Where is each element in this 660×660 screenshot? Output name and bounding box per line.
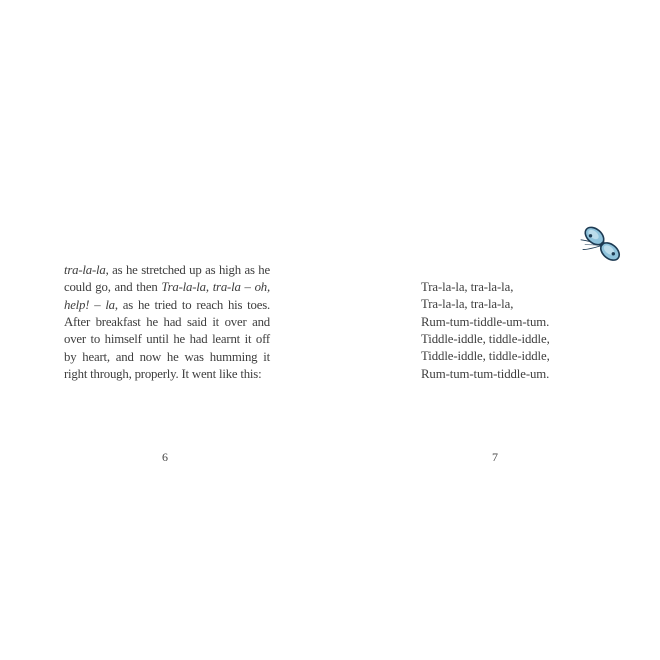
butterfly-icon (577, 221, 625, 269)
page-number-left: 6 (162, 450, 168, 464)
paragraph-line (64, 331, 270, 348)
paragraph-segment: , as he stretched up as high as he (105, 263, 270, 277)
verse-line: Tra-la-la, tra-la-la, (421, 297, 514, 312)
paragraph-line (64, 314, 270, 331)
paragraph-line (64, 279, 270, 296)
butterfly-antenna-lower (583, 246, 600, 250)
verse-line: Rum-tum-tum-tiddle-um. (421, 366, 550, 381)
paragraph-segment-italic: help! (64, 297, 90, 312)
paragraph-segment-italic: Tra-la-la, tra-la (161, 280, 241, 295)
paragraph-segment-italic: la (105, 297, 115, 312)
paragraph-line (64, 262, 270, 279)
left-page-paragraph (64, 262, 270, 383)
paragraph-segment: – (89, 297, 106, 312)
paragraph-line (64, 297, 270, 314)
paragraph-segment: After breakfast he had said it over and (64, 315, 270, 330)
paragraph-segment-italic: oh, (254, 280, 270, 295)
verse-line: Tiddle-iddle, tiddle-iddle, (421, 349, 550, 364)
paragraph-segment: by heart, and now he was humming it (64, 349, 270, 364)
paragraph-segment: , as he tried to reach his toes. (114, 297, 270, 312)
paragraph-segment: could go, and then (64, 280, 162, 295)
paragraph-segment: – (240, 280, 255, 295)
paragraph-line (64, 366, 270, 383)
verse-line: Tra-la-la, tra-la-la, (421, 280, 514, 294)
page-number-right: 7 (492, 450, 498, 464)
butterfly-wing-lower-spot (612, 252, 615, 255)
paragraph-segment: over to himself until he had learnt it off (64, 332, 270, 347)
right-page-verse (421, 279, 550, 383)
paragraph-segment-italic: tra-la-la (64, 263, 106, 277)
butterfly-wing-upper-spot (589, 234, 592, 237)
verse-line: Tiddle-iddle, tiddle-iddle, (421, 332, 550, 347)
verse-line: Rum-tum-tiddle-um-tum. (421, 314, 550, 329)
paragraph-line (64, 349, 270, 366)
paragraph-segment: right through, properly. It went like this: (64, 367, 262, 382)
